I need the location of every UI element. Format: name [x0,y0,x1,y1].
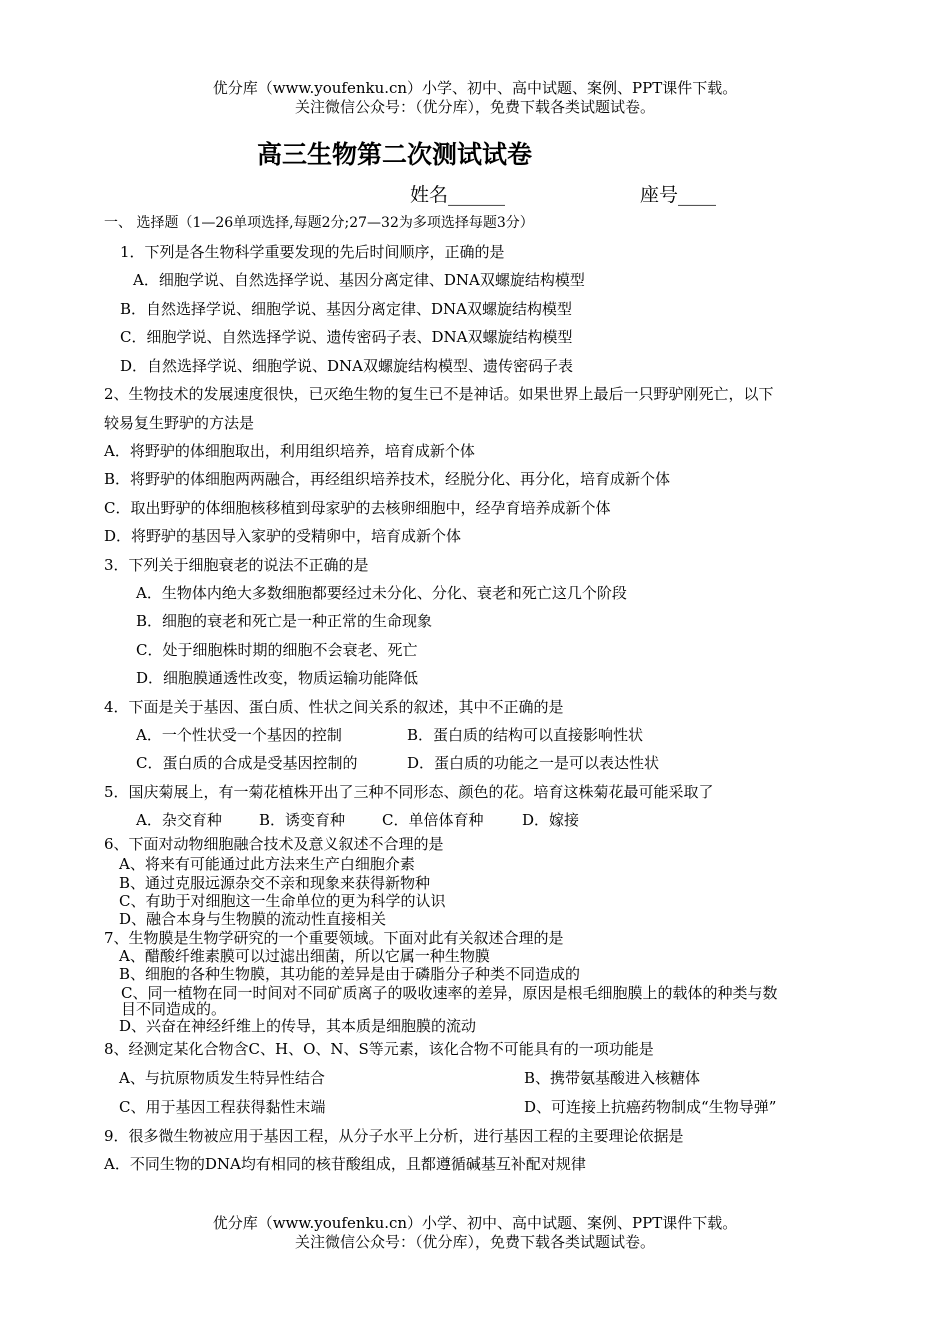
question-3-option-c: C．处于细胞株时期的细胞不会衰老、死亡 [136,641,418,659]
question-8-option-c: C、用于基因工程获得黏性末端 [119,1098,326,1116]
question-5-option-d: D．嫁接 [522,811,580,829]
question-7-stem: 7、生物膜是生物学研究的一个重要领域。下面对此有关叙述合理的是 [104,929,564,947]
question-3-option-d: D．细胞膜通透性改变，物质运输功能降低 [136,669,419,687]
question-6-option-a: A、将来有可能通过此方法来生产白细胞介素 [119,855,415,873]
question-1-option-d: D．自然选择学说、细胞学说、DNA双螺旋结构模型、遗传密码子表 [120,357,574,375]
question-1-option-b: B．自然选择学说、细胞学说、基因分离定律、DNA双螺旋结构模型 [120,300,573,318]
question-8-stem: 8、经测定某化合物含C、H、O、N、S等元素，该化合物不可能具有的一项功能是 [104,1040,654,1058]
question-2-option-c: C．取出野驴的体细胞核移植到母家驴的去核卵细胞中，经孕育培养成新个体 [104,499,611,517]
question-4-option-d: D．蛋白质的功能之一是可以表达性状 [407,754,660,772]
question-4-option-a: A．一个性状受一个基因的控制 [136,726,342,744]
question-6-option-d: D、融合本身与生物膜的流动性直接相关 [119,910,387,928]
section-heading: 一、 选择题（1—26单项选择,每题2分;27—32为多项选择每题3分） [104,215,534,231]
question-3-option-b: B．细胞的衰老和死亡是一种正常的生命现象 [136,612,433,630]
question-7-option-b: B、细胞的各种生物膜，其功能的差异是由于磷脂分子种类不同造成的 [119,965,581,983]
question-5-option-a: A．杂交育种 [136,811,222,829]
header-line-1: 优分库（www.youfenku.cn）小学、初中、高中试题、案例、PPT课件下载。 [212,79,738,97]
page-title: 高三生物第二次测试试卷 [257,140,533,169]
question-7-option-a: A、醋酸纤维素膜可以过滤出细菌，所以它属一种生物膜 [119,947,490,965]
question-1-stem: 1．下列是各生物科学重要发现的先后时间顺序，正确的是 [120,243,505,261]
question-9-stem: 9．很多微生物被应用于基因工程，从分子水平上分析，进行基因工程的主要理论依据是 [104,1127,684,1145]
question-5-stem: 5．国庆菊展上，有一菊花植株开出了三种不同形态、颜色的花。培育这株菊花最可能采取了 [104,783,714,801]
question-7-option-c-line-1: C、同一植物在同一时间对不同矿质离子的吸收速率的差异，原因是根毛细胞膜上的载体的种类与数 [121,984,778,1002]
question-6-option-c: C、有助于对细胞这一生命单位的更为科学的认识 [119,892,446,910]
question-7-option-d: D、兴奋在神经纤维上的传导，其本质是细胞膜的流动 [119,1017,477,1035]
question-5-option-c: C．单倍体育种 [382,811,484,829]
seat-label: 座号____ [640,184,717,206]
question-6-stem: 6、下面对动物细胞融合技术及意义叙述不合理的是 [104,835,444,853]
question-2-option-d: D．将野驴的基因导入家驴的受精卵中，培育成新个体 [104,527,462,545]
question-8-option-b: B、携带氨基酸进入核糖体 [524,1069,701,1087]
question-3-stem: 3．下列关于细胞衰老的说法不正确的是 [104,556,369,574]
question-4-option-c: C．蛋白质的合成是受基因控制的 [136,754,358,772]
footer-line-1: 优分库（www.youfenku.cn）小学、初中、高中试题、案例、PPT课件下载。 [212,1214,738,1232]
question-9-option-a: A．不同生物的DNA均有相同的核苷酸组成，且都遵循碱基互补配对规律 [104,1155,586,1173]
question-1-option-a: A．细胞学说、自然选择学说、基因分离定律、DNA双螺旋结构模型 [133,271,585,289]
question-7-option-c-line-2: 目不同造成的。 [121,1000,227,1018]
question-3-option-a: A．生物体内绝大多数细胞都要经过未分化、分化、衰老和死亡这几个阶段 [136,584,627,602]
name-label: 姓名______ [410,184,506,206]
question-2-stem-line-2: 较易复生野驴的方法是 [104,414,255,432]
question-8-option-d: D、可连接上抗癌药物制成“生物导弹” [524,1098,777,1116]
question-8-option-a: A、与抗原物质发生特异性结合 [119,1069,325,1087]
question-2-option-b: B．将野驴的体细胞两两融合，再经组织培养技术，经脱分化、再分化，培育成新个体 [104,470,671,488]
question-5-option-b: B．诱变育种 [259,811,346,829]
footer-line-2: 关注微信公众号：（优分库），免费下载各类试题试卷。 [294,1233,655,1251]
question-4-option-b: B．蛋白质的结构可以直接影响性状 [407,726,644,744]
question-1-option-c: C．细胞学说、自然选择学说、遗传密码子表、DNA双螺旋结构模型 [120,328,573,346]
question-2-stem-line-1: 2、生物技术的发展速度很快，已灭绝生物的复生已不是神话。如果世界上最后一只野驴刚死亡，以下 [104,385,774,403]
question-6-option-b: B、通过克服远源杂交不亲和现象来获得新物种 [119,874,431,892]
header-line-2: 关注微信公众号：（优分库），免费下载各类试题试卷。 [294,98,655,116]
question-4-stem: 4．下面是关于基因、蛋白质、性状之间关系的叙述，其中不正确的是 [104,698,564,716]
question-2-option-a: A．将野驴的体细胞取出，利用组织培养，培育成新个体 [104,442,475,460]
